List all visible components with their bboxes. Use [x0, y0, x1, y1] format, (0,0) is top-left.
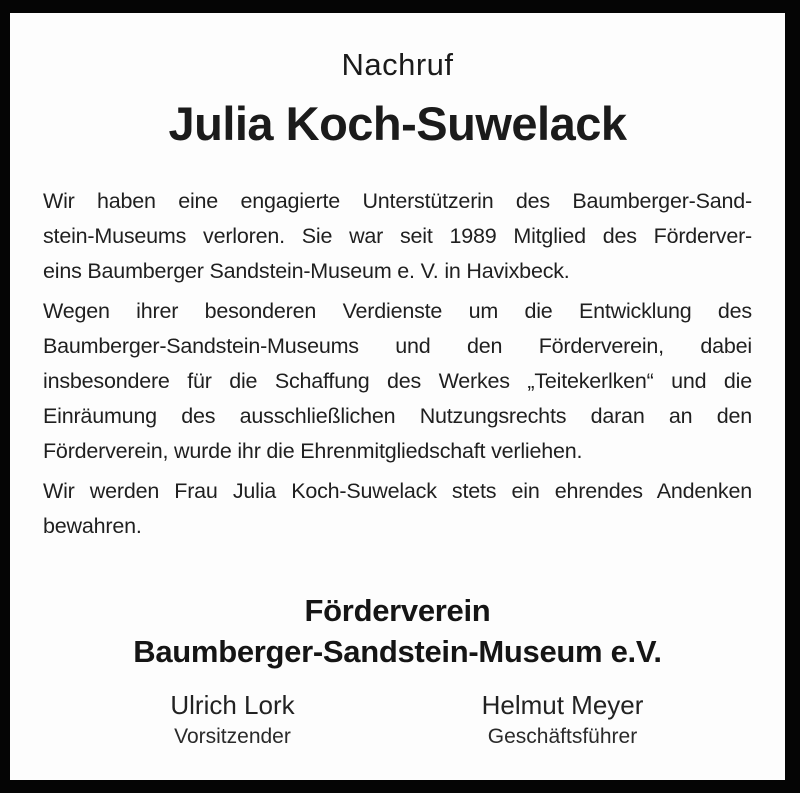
deceased-name: Julia Koch-Suwelack	[168, 97, 627, 150]
signer-managing-director	[398, 689, 728, 751]
text-line: eins Baumberger Sandstein-Museum e. V. in Havixbeck.	[43, 259, 570, 283]
signer-role: Geschäftsführer	[487, 725, 638, 748]
signer-name: Ulrich Lork	[170, 690, 295, 720]
text-line: Baumberger-Sandstein-Museums und den Förderverein, dabei	[43, 334, 752, 358]
text-line: stein-Museums verloren. Sie war seit 1989 Mitglied des Förderver-	[43, 224, 752, 248]
text-line: Förderverein, wurde ihr die Ehrenmitgliedschaft verliehen.	[43, 439, 583, 463]
signer-chairman	[68, 689, 398, 751]
text-line: Wegen ihrer besonderen Verdienste um die Entwicklung des	[43, 299, 752, 323]
text-line: Wir werden Frau Julia Koch-Suwelack stets ein ehrendes Andenken	[43, 479, 752, 503]
signer-role: Vorsitzender	[174, 725, 291, 748]
notice-body	[43, 184, 752, 544]
text-line: Wir haben eine engagierte Unterstützerin des Baumberger-Sand-	[43, 189, 752, 213]
text-line: Einräumung des ausschließlichen Nutzungsrechts daran an den	[43, 404, 752, 428]
paragraph-2	[43, 294, 752, 469]
notice-kicker: Nachruf	[341, 47, 454, 82]
text-line: insbesondere für die Schaffung des Werkes „Teitekerlken“ und die	[43, 369, 752, 393]
paragraph-1	[43, 184, 752, 289]
signers-row	[68, 689, 728, 751]
text-line: bewahren.	[43, 514, 142, 538]
organization-name-line1: Förderverein	[304, 593, 491, 628]
organization-name-line2: Baumberger-Sandstein-Museum e.V.	[133, 634, 662, 669]
signature-block	[43, 590, 752, 751]
notice-sheet	[10, 13, 785, 780]
signer-name: Helmut Meyer	[481, 690, 644, 720]
paragraph-3	[43, 474, 752, 544]
